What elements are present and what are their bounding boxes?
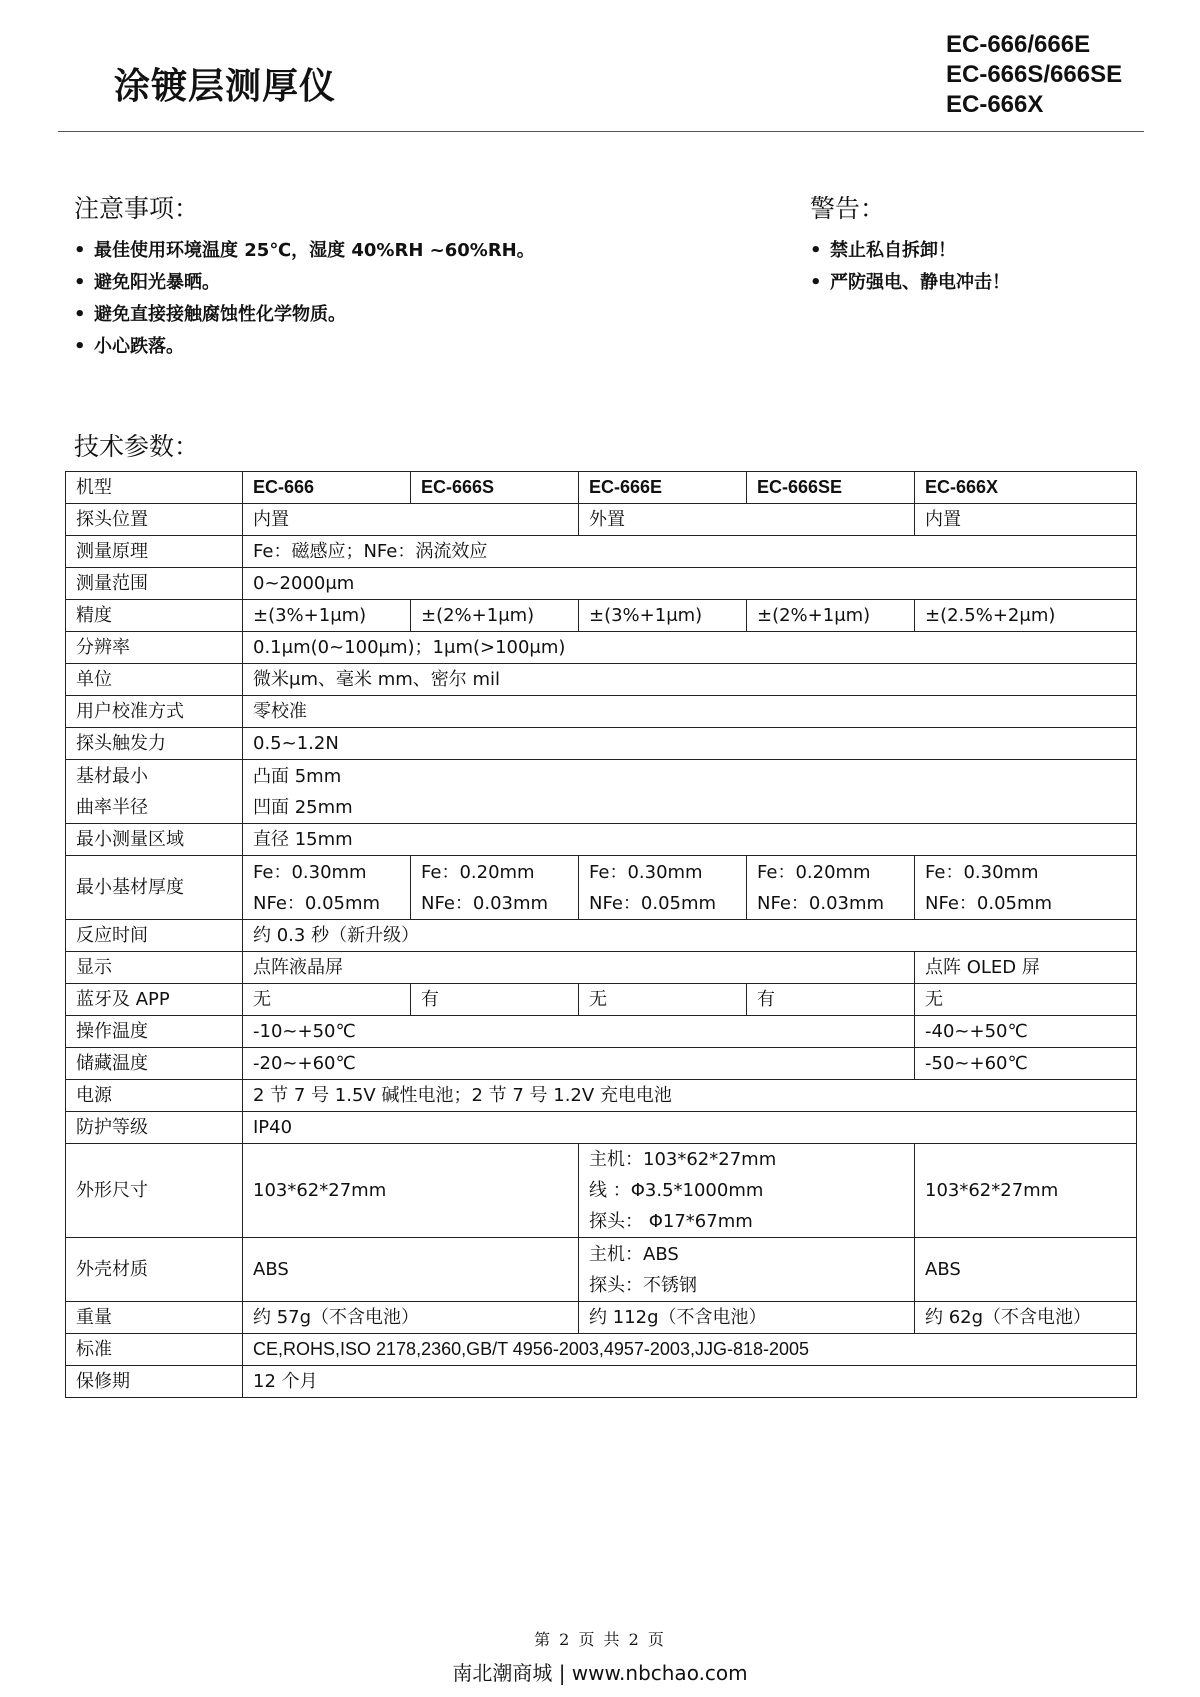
cell: -40~+50℃ [915,1016,1137,1048]
table-row [66,824,1137,856]
cell: 103*62*27mm [915,1144,1137,1238]
cell: Fe：0.30mm NFe：0.05mm [579,856,747,920]
cell: CE,ROHS,ISO 2178,2360,GB/T 4956-2003,4957-2003,JJG-818-2005 [243,1334,1137,1366]
cell: Fe：0.20mm NFe：0.03mm [411,856,579,920]
cell: 有 [411,984,579,1016]
cell: ABS [243,1238,579,1302]
cell: 微米μm、毫米 mm、密尔 mil [243,664,1137,696]
params-heading: 技术参数： [74,432,200,461]
cell: IP40 [243,1112,1137,1144]
cell: 约 57g（不含电池） [243,1302,579,1334]
cell: 0~2000μm [243,568,1137,600]
page-number: 第 2 页 共 2 页 [534,1630,666,1649]
cell: 约 112g（不含电池） [579,1302,915,1334]
table-row [66,1334,1137,1366]
row-label: 测量范围 [66,568,243,600]
cell: EC-666 [243,472,411,504]
site-footer: 南北潮商城 | www.nbchao.com [452,1661,748,1685]
warning-list [810,235,1010,299]
table-row [66,760,1137,824]
cell: ABS [915,1238,1137,1302]
cell: EC-666SE [747,472,915,504]
row-label: 分辨率 [66,632,243,664]
cell: 点阵 OLED 屏 [915,952,1137,984]
table-row [66,664,1137,696]
cell: EC-666X [915,472,1137,504]
row-label: 最小基材厚度 [66,856,243,920]
row-label: 测量原理 [66,536,243,568]
row-label: 标准 [66,1334,243,1366]
table-row [66,728,1137,760]
row-label: 保修期 [66,1366,243,1398]
cell: 2 节 7 号 1.5V 碱性电池；2 节 7 号 1.2V 充电电池 [243,1080,1137,1112]
row-label: 显示 [66,952,243,984]
row-label: 蓝牙及 APP [66,984,243,1016]
cell: 约 62g（不含电池） [915,1302,1137,1334]
cell: ±(2%+1μm) [411,600,579,632]
notes-heading: 注意事项： [74,194,200,223]
cell: 零校准 [243,696,1137,728]
table-row [66,952,1137,984]
cell: -50~+60℃ [915,1048,1137,1080]
cell: 无 [915,984,1137,1016]
row-label: 单位 [66,664,243,696]
cell: 12 个月 [243,1366,1137,1398]
table-row [66,1144,1137,1238]
list-item: • 避免直接接触腐蚀性化学物质。 [74,304,346,325]
cell: 内置 [243,504,579,536]
table-row [66,568,1137,600]
row-label: 储藏温度 [66,1048,243,1080]
model-line: EC-666S/666SE [946,61,1123,88]
header-divider [58,131,1144,132]
row-label: 精度 [66,600,243,632]
row-label: 重量 [66,1302,243,1334]
cell: 直径 15mm [243,824,1137,856]
cell: 外置 [579,504,915,536]
list-item: • 禁止私自拆卸！ [810,240,956,261]
table-row [66,504,1137,536]
row-label: 基材最小 曲率半径 [66,760,243,824]
cell: Fe：0.30mm NFe：0.05mm [243,856,411,920]
cell: 无 [579,984,747,1016]
table-row [66,696,1137,728]
table-row [66,536,1137,568]
table-row [66,856,1137,920]
row-label: 防护等级 [66,1112,243,1144]
spec-table [65,471,1137,1398]
list-item: • 避免阳光暴晒。 [74,272,220,293]
cell: 内置 [915,504,1137,536]
table-row [66,472,1137,504]
cell: 0.5~1.2N [243,728,1137,760]
cell: 0.1μm(0~100μm)；1μm(>100μm) [243,632,1137,664]
table-row [66,1302,1137,1334]
warning-heading: 警告： [810,194,886,223]
cell: ±(2%+1μm) [747,600,915,632]
table-row [66,920,1137,952]
list-item: • 小心跌落。 [74,336,184,357]
row-label: 电源 [66,1080,243,1112]
row-label: 最小测量区域 [66,824,243,856]
row-label: 探头触发力 [66,728,243,760]
cell: 主机：ABS 探头：不锈钢 [579,1238,915,1302]
cell: 点阵液晶屏 [243,952,915,984]
cell: EC-666S [411,472,579,504]
cell: 主机：103*62*27mm 线 ：Φ3.5*1000mm 探头： Φ17*67mm [579,1144,915,1238]
row-label: 探头位置 [66,504,243,536]
table-row [66,632,1137,664]
cell: Fe：0.30mm NFe：0.05mm [915,856,1137,920]
model-line: EC-666X [946,91,1044,118]
table-row [66,1080,1137,1112]
table-row [66,984,1137,1016]
list-item: • 最佳使用环境温度 25℃，湿度 40%RH ~60%RH。 [74,240,535,261]
cell: -10~+50℃ [243,1016,915,1048]
table-row [66,1048,1137,1080]
cell: ±(3%+1μm) [243,600,411,632]
cell: Fe：0.20mm NFe：0.03mm [747,856,915,920]
model-line: EC-666/666E [946,31,1091,58]
notes-list [74,235,535,363]
cell: 凸面 5mm 凹面 25mm [243,760,1137,824]
row-label: 外形尺寸 [66,1144,243,1238]
row-label: 外壳材质 [66,1238,243,1302]
cell: ±(2.5%+2μm) [915,600,1137,632]
cell: -20~+60℃ [243,1048,915,1080]
table-row [66,1366,1137,1398]
model-list [946,30,1122,120]
list-item: • 严防强电、静电冲击！ [810,272,1010,293]
table-row [66,600,1137,632]
table-row [66,1112,1137,1144]
document-title: 涂镀层测厚仪 [114,66,337,107]
cell: 无 [243,984,411,1016]
row-label: 机型 [66,472,243,504]
cell: 约 0.3 秒（新升级） [243,920,1137,952]
cell: EC-666E [579,472,747,504]
table-row [66,1238,1137,1302]
row-label: 反应时间 [66,920,243,952]
cell: ±(3%+1μm) [579,600,747,632]
table-row [66,1016,1137,1048]
row-label: 用户校准方式 [66,696,243,728]
cell: Fe：磁感应；NFe：涡流效应 [243,536,1137,568]
cell: 103*62*27mm [243,1144,579,1238]
row-label: 操作温度 [66,1016,243,1048]
cell: 有 [747,984,915,1016]
